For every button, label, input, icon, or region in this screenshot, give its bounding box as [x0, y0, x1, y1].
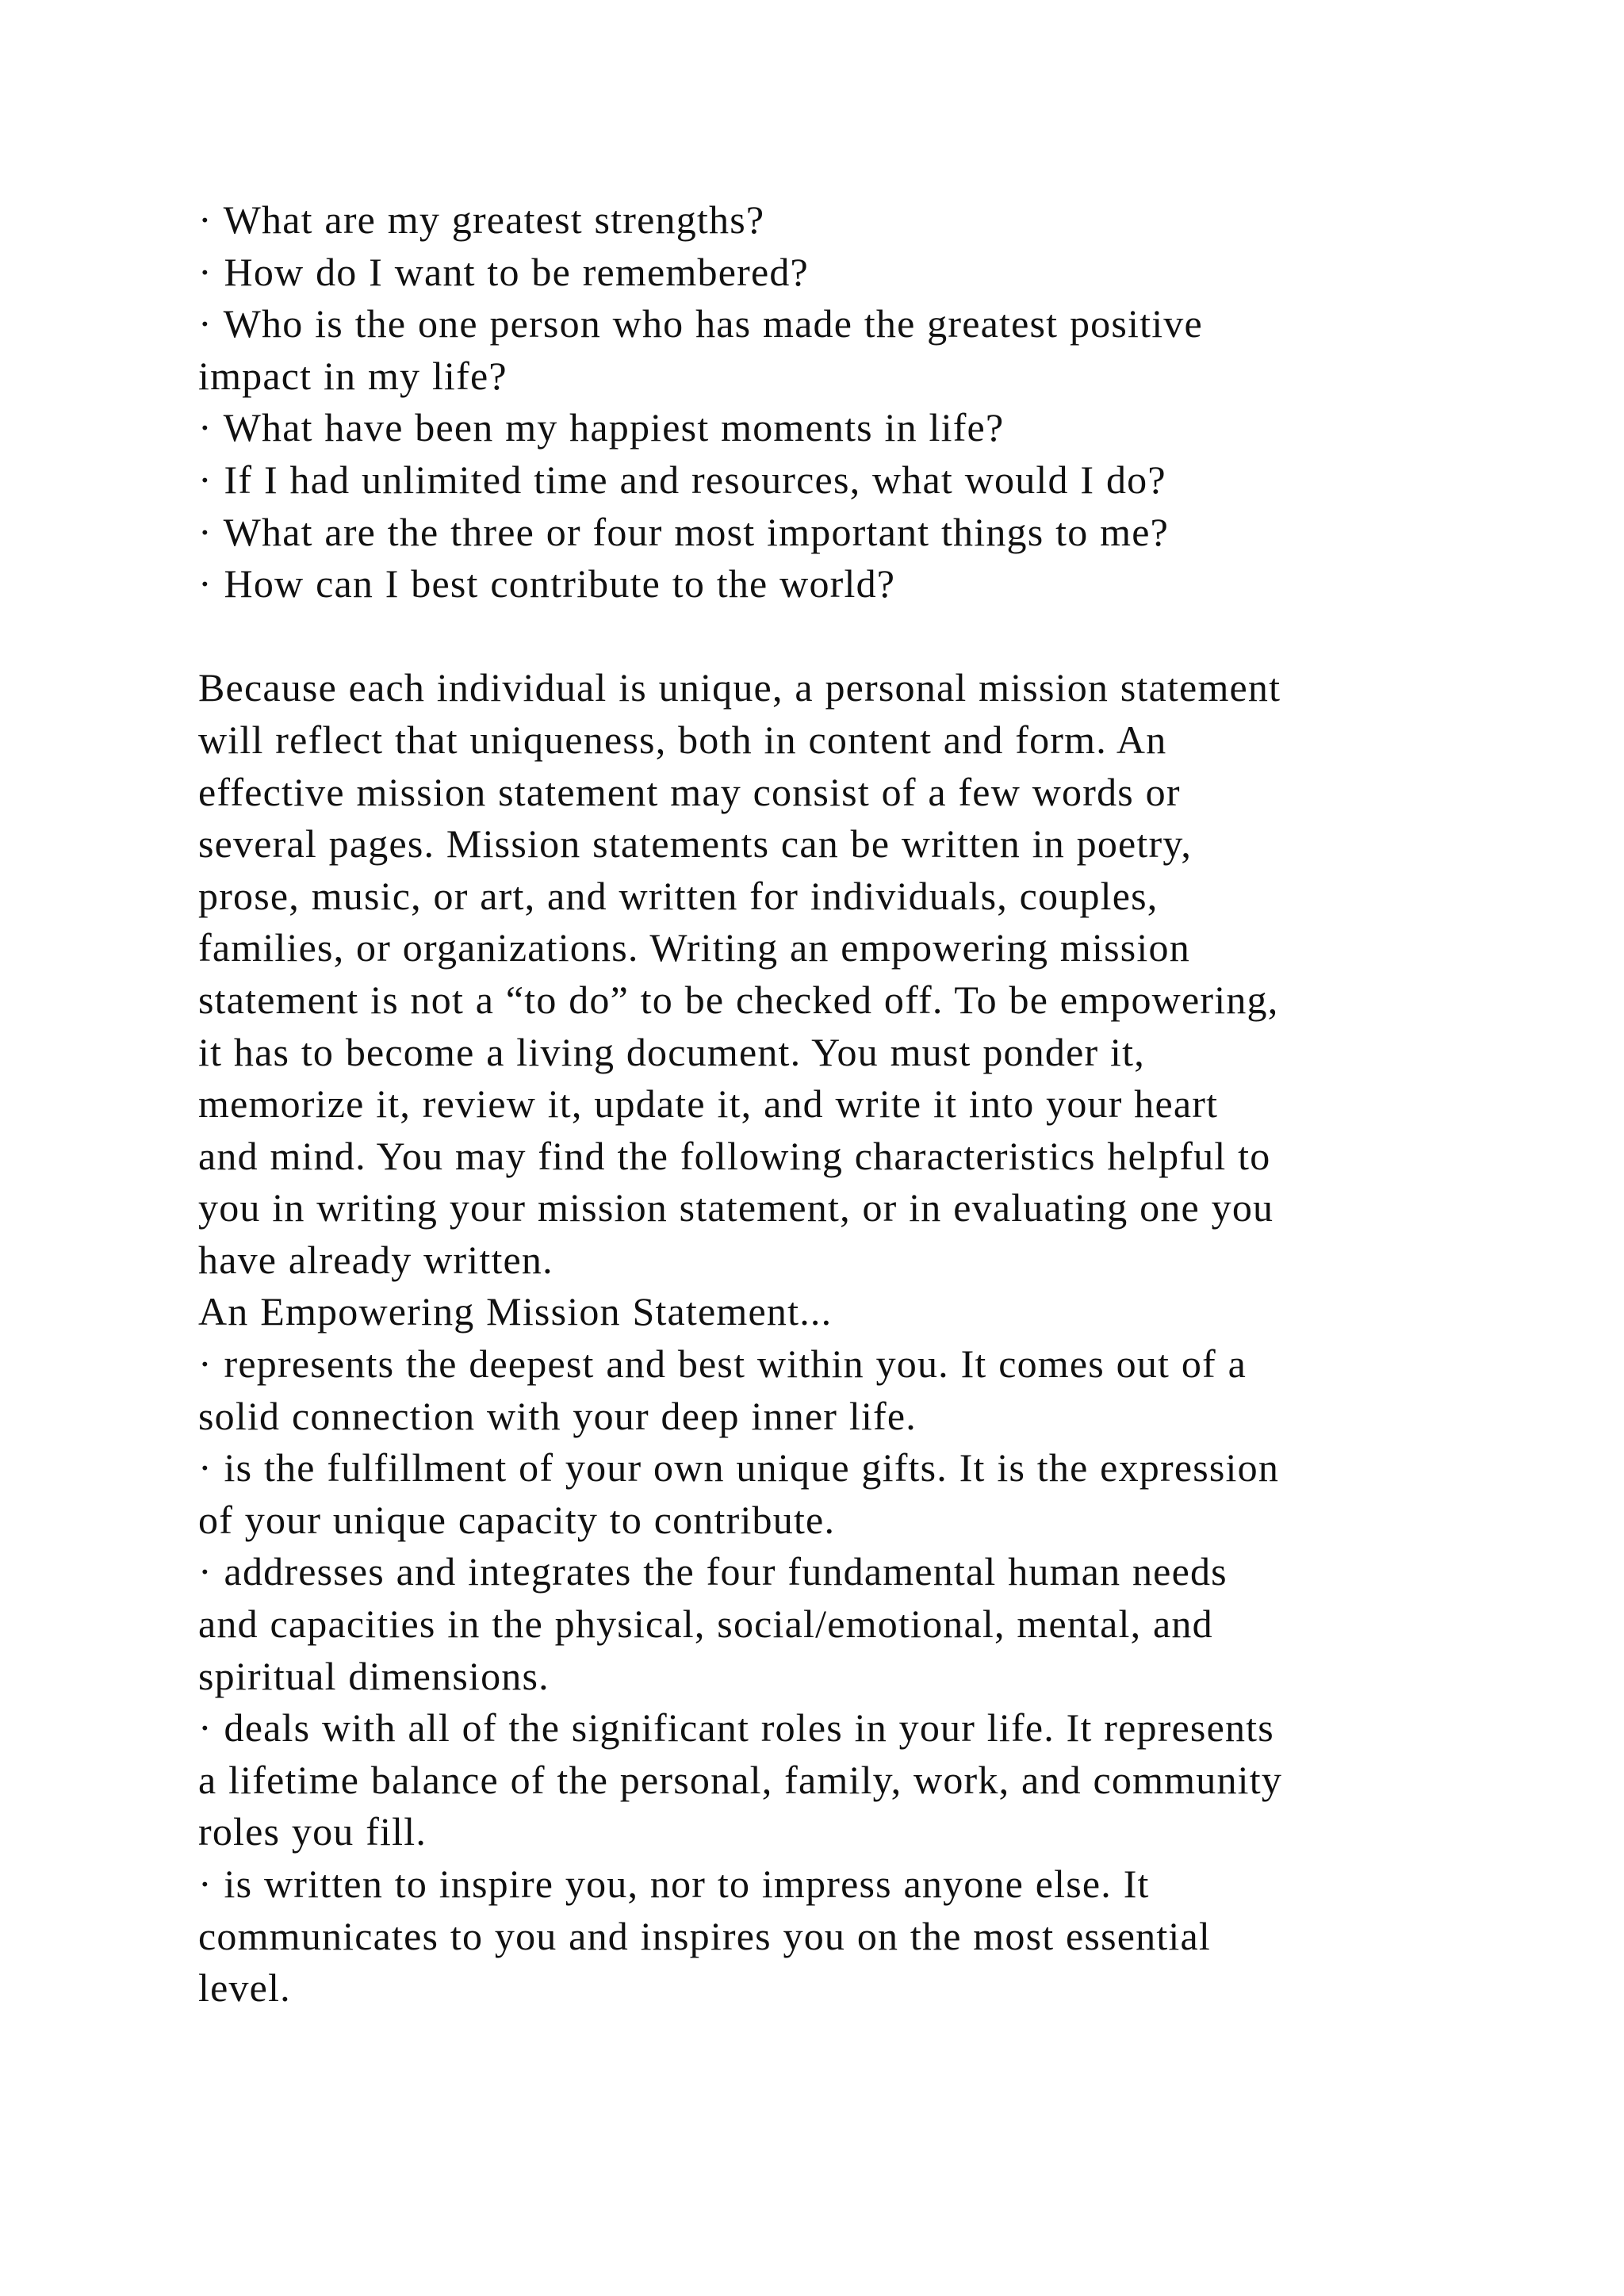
- paragraph-line: families, or organizations. Writing an empowering mission: [198, 925, 1190, 970]
- characteristic-line: · deals with all of the significant roles in your life. It represents: [198, 1705, 1274, 1751]
- characteristic-line: of your unique capacity to contribute.: [198, 1497, 836, 1542]
- question-line: · How can I best contribute to the world?: [198, 561, 896, 607]
- characteristic-line: solid connection with your deep inner life.: [198, 1393, 917, 1438]
- paragraph-line: effective mission statement may consist of a few words or: [198, 769, 1181, 814]
- paragraph-line: it has to become a living document. You must ponder it,: [198, 1029, 1145, 1074]
- question-line: impact in my life?: [198, 353, 508, 398]
- characteristic-line: · addresses and integrates the four fundamental human needs: [198, 1549, 1228, 1594]
- paragraph-line: memorize it, review it, update it, and write it into your heart: [198, 1081, 1219, 1127]
- question-list: [198, 194, 1467, 610]
- characteristic-line: and capacities in the physical, social/emotional, mental, and: [198, 1601, 1213, 1647]
- body-paragraph: [198, 662, 1467, 1286]
- characteristic-line: · represents the deepest and best within you. It comes out of a: [198, 1341, 1247, 1387]
- question-line: · What have been my happiest moments in life?: [198, 405, 1005, 450]
- paragraph-line: and mind. You may find the following characteristics helpful to: [198, 1133, 1271, 1178]
- characteristic-line: roles you fill.: [198, 1809, 427, 1854]
- characteristic-line: level.: [198, 1965, 291, 2011]
- paragraph-line: several pages. Mission statements can be written in poetry,: [198, 821, 1193, 867]
- characteristic-line: · is the fulfillment of your own unique gifts. It is the expression: [198, 1445, 1280, 1490]
- question-line: · Who is the one person who has made the greatest positive: [198, 301, 1203, 346]
- paragraph-line: will reflect that uniqueness, both in content and form. An: [198, 717, 1167, 762]
- question-line: · If I had unlimited time and resources, what would I do?: [198, 457, 1166, 502]
- paragraph-gap: [198, 610, 1467, 663]
- paragraph-line: Because each individual is unique, a personal mission statement: [198, 665, 1281, 710]
- section-heading: An Empowering Mission Statement...: [198, 1289, 833, 1334]
- characteristic-line: a lifetime balance of the personal, family, work, and community: [198, 1757, 1283, 1802]
- question-line: · What are my greatest strengths?: [198, 197, 765, 242]
- paragraph-line: prose, music, or art, and written for individuals, couples,: [198, 873, 1159, 918]
- question-line: · What are the three or four most important things to me?: [198, 509, 1169, 554]
- characteristic-line: · is written to inspire you, nor to impress anyone else. It: [198, 1862, 1150, 1906]
- characteristics-list: [198, 1338, 1467, 2015]
- characteristic-line: communicates to you and inspires you on the most essential: [198, 1913, 1212, 1958]
- paragraph-line: you in writing your mission statement, or in evaluating one you: [198, 1185, 1274, 1230]
- question-line: · How do I want to be remembered?: [198, 249, 809, 294]
- paragraph-line: have already written.: [198, 1237, 553, 1282]
- document-body: [198, 194, 1467, 2015]
- characteristic-line: spiritual dimensions.: [198, 1653, 550, 1698]
- paragraph-line: statement is not a “to do” to be checked off. To be empowering,: [198, 977, 1279, 1022]
